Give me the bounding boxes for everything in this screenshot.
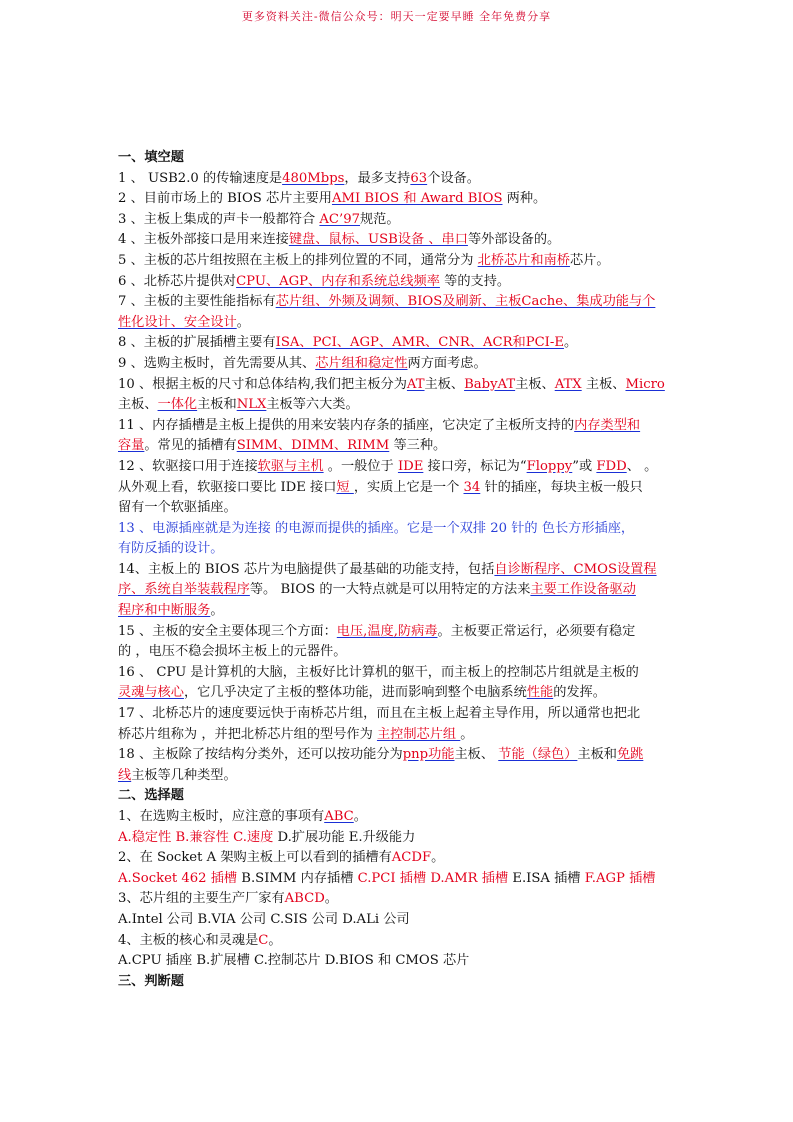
question-text: 12 、软驱接口用于连接 bbox=[118, 458, 258, 474]
text-line bbox=[118, 189, 676, 210]
question-text: 针的插座，每块主板一般只 bbox=[480, 479, 643, 495]
answer-text: C bbox=[258, 932, 269, 948]
answer-text: AMI BIOS 和 Award BIOS bbox=[331, 191, 503, 207]
text-line bbox=[118, 745, 676, 766]
answer-text: F.AGP 插槽 bbox=[584, 870, 656, 886]
question-text: ，它几乎决定了主板的整体功能，进而影响到整个电脑系统 bbox=[183, 685, 527, 701]
text-line bbox=[118, 580, 676, 601]
answer-text: 芯片组和稳定性 bbox=[315, 355, 408, 371]
question-text: 从外观上看，软驱接口要比 IDE 接口 bbox=[118, 479, 337, 495]
answer-text: A.稳定性 B.兼容性 C.速度 bbox=[118, 829, 274, 845]
answer-text: C.PCI 插槽 D.AMR 插槽 bbox=[357, 870, 509, 886]
page-header: 更多资料关注-微信公众号：明天一定要早睡 全年免费分享 bbox=[241, 10, 552, 23]
text-line bbox=[118, 395, 676, 416]
answer-text: 软驱与主机 bbox=[257, 458, 324, 474]
question-text: 芯片。 bbox=[569, 252, 610, 268]
question-text: 。主板要正常运行，必须要有稳定 bbox=[437, 623, 636, 639]
answer-text: FDD bbox=[596, 458, 627, 474]
question-text: 等三种。 bbox=[389, 438, 447, 454]
question-text: 15 、主板的安全主要体现三个方面： bbox=[118, 623, 337, 639]
text-line bbox=[118, 375, 676, 396]
text-line bbox=[118, 601, 676, 622]
text-line bbox=[118, 292, 676, 313]
answer-text: BabyAT bbox=[464, 376, 516, 392]
answer-text: 序、系统自举装载程序 bbox=[118, 582, 250, 598]
question-text: 17 、北桥芯片的速度要远快于南桥芯片组，而且在主板上起着主导作用，所以通常也把北 bbox=[118, 706, 641, 722]
question-text: 的发挥。 bbox=[553, 685, 606, 701]
answer-text: 芯片组、外频及调频、BIOS及刷新、主板Cache、集成功能与个 bbox=[275, 294, 656, 310]
text-line bbox=[118, 230, 676, 251]
question-text: 9 、选购主板时，首先需要从其、 bbox=[118, 355, 316, 371]
question-text: ，最多支持 bbox=[344, 170, 411, 186]
question-text: 3 、主板上集成的声卡一般都符合 bbox=[118, 211, 320, 227]
answer-text: A.Socket 462 插槽 bbox=[118, 870, 238, 886]
section-heading: 二、选择题 bbox=[118, 788, 184, 804]
question-text: 主板等几种类型。 bbox=[131, 767, 237, 783]
answer-text: Micro bbox=[625, 376, 665, 392]
text-line bbox=[118, 766, 676, 787]
answer-text: 电压,温度,防病毒 bbox=[336, 623, 438, 639]
question-text: 主板、 bbox=[581, 376, 626, 392]
answer-text: ATX bbox=[554, 376, 582, 392]
question-text: 。 bbox=[460, 726, 474, 742]
section-heading: 一、填空题 bbox=[118, 150, 184, 165]
question-text: 6 、北桥芯片提供对 bbox=[118, 273, 237, 289]
question-text: 主板和 bbox=[197, 397, 237, 413]
text-line bbox=[118, 910, 676, 931]
question-text: 18 、主板除了按结构分类外，还可以按功能分为 bbox=[118, 747, 403, 763]
answer-text: 内存类型和 bbox=[574, 417, 641, 433]
answer-text: SIMM、DIMM、RIMM bbox=[236, 438, 390, 454]
answer-text: pnp功能 bbox=[402, 747, 455, 763]
question-text: 主板、 bbox=[454, 747, 499, 763]
question-text: 规范。 bbox=[360, 211, 400, 227]
question-text: 3、芯片组的主要生产厂家有 bbox=[118, 891, 285, 907]
text-line bbox=[118, 519, 676, 540]
text-line bbox=[118, 725, 676, 746]
question-text: 11 、内存插槽是主板上提供的用来安装内存条的插座，它决定了主板所支持的 bbox=[118, 417, 575, 433]
answer-text: ISA、PCI、AGP、AMR、CNR、ACR和PCI-E bbox=[275, 335, 564, 351]
text-line bbox=[118, 436, 676, 457]
question-text: ”或 bbox=[572, 458, 597, 474]
answer-text: 程序和中断服务 bbox=[118, 603, 211, 619]
question-text: 5 、主板的芯片组按照在主板上的排列位置的不同，通常分为 bbox=[118, 252, 478, 268]
question-text: 。 bbox=[324, 891, 338, 907]
question-text: 等。 BIOS 的一大特点就是可以用特定的方法来 bbox=[249, 582, 531, 598]
answer-text: 性化设计、安全设计 bbox=[118, 314, 237, 330]
question-text: 、 。 bbox=[626, 458, 658, 474]
answer-text: 容量 bbox=[118, 438, 145, 454]
answer-text: NLX bbox=[236, 397, 267, 413]
question-text: B.SIMM 内存插槽 bbox=[237, 870, 358, 886]
question-text: 8 、主板的扩展插槽主要有 bbox=[118, 335, 276, 351]
text-line bbox=[118, 704, 676, 725]
question-text: 主板、 bbox=[515, 376, 555, 392]
question-text: 。 bbox=[353, 809, 367, 824]
answer-text: AC’97 bbox=[319, 211, 360, 227]
text-line bbox=[118, 478, 676, 499]
text-line bbox=[118, 622, 676, 643]
document-body bbox=[118, 148, 676, 992]
question-text: 13 、电源插座就是为连接 的电源而提供的插座。它是一个双排 20 针的 色长方形插座， bbox=[118, 520, 635, 536]
answer-text: IDE bbox=[397, 458, 424, 474]
question-text: 的 ，电压不稳会损坏主板上的元器件。 bbox=[118, 644, 347, 660]
text-line bbox=[118, 560, 676, 581]
text-line bbox=[118, 889, 676, 910]
question-text: 。 bbox=[563, 335, 578, 351]
question-text: 桥芯片组称为 ，并把北桥芯片组的型号作为 bbox=[118, 726, 377, 742]
question-text: 7 、主板的主要性能指标有 bbox=[118, 294, 276, 310]
question-text: 等的支持。 bbox=[439, 273, 511, 289]
question-text: 1 、 USB2.0 的传输速度是 bbox=[118, 170, 283, 186]
question-text: 4 、主板外部接口是用来连接 bbox=[118, 232, 289, 248]
text-line bbox=[118, 539, 676, 560]
question-text: 。常见的插槽有 bbox=[144, 438, 237, 454]
text-line bbox=[118, 354, 676, 375]
answer-text: 主控制芯片组 bbox=[376, 726, 461, 742]
question-text: 留有一个软驱插座。 bbox=[118, 500, 237, 516]
answer-text: 灵魂与核心 bbox=[118, 685, 184, 701]
section-heading: 三、判断题 bbox=[118, 973, 184, 989]
text-line bbox=[118, 951, 676, 972]
question-text: 主板和 bbox=[577, 747, 617, 763]
text-line bbox=[118, 498, 676, 519]
question-text: 主板、 bbox=[118, 397, 158, 413]
question-text: 16 、 CPU 是计算机的大脑，主板好比计算机的躯干，而主板上的控制芯片组就是主板的 bbox=[118, 664, 639, 680]
answer-text: 一体化 bbox=[157, 397, 198, 413]
question-text: 两种。 bbox=[502, 191, 547, 207]
question-text: A.Intel 公司 B.VIA 公司 C.SIS 公司 D.ALi 公司 bbox=[118, 911, 410, 927]
question-text: 2 、目前市场上的 BIOS 芯片主要用 bbox=[118, 191, 332, 207]
question-text: ，实质上它是一个 bbox=[353, 479, 464, 495]
text-line bbox=[118, 869, 676, 890]
answer-text: 免跳 bbox=[616, 747, 644, 763]
answer-text: Floppy bbox=[526, 458, 573, 474]
question-text: 两方面考虑。 bbox=[407, 355, 487, 371]
answer-text: AT bbox=[406, 376, 425, 392]
text-line bbox=[118, 169, 676, 190]
answer-text: 节能（绿色） bbox=[498, 747, 578, 763]
question-text: 接口旁，标记为“ bbox=[423, 458, 527, 474]
answer-text: 键盘、鼠标、USB设备 、串口 bbox=[288, 232, 468, 248]
text-line bbox=[118, 848, 676, 869]
question-text: 有防反插的设计。 bbox=[118, 541, 224, 557]
answer-text: 线 bbox=[118, 767, 132, 783]
answer-text: 性能 bbox=[526, 685, 554, 701]
text-line bbox=[118, 663, 676, 684]
question-text: 14、主板上的 BIOS 芯片为电脑提供了最基础的功能支持，包括 bbox=[118, 561, 495, 577]
text-line bbox=[118, 457, 676, 478]
text-line bbox=[118, 931, 676, 952]
text-line bbox=[118, 642, 676, 663]
text-line bbox=[118, 828, 676, 849]
question-text: A.CPU 插座 B.扩展槽 C.控制芯片 D.BIOS 和 CMOS 芯片 bbox=[118, 953, 470, 969]
answer-text: 34 bbox=[463, 479, 481, 495]
answer-text: 480Mbps bbox=[282, 170, 345, 186]
question-text: 4、主板的核心和灵魂是 bbox=[118, 932, 259, 948]
answer-text: ABC bbox=[324, 809, 354, 824]
answer-text: 主要工作设备驱动 bbox=[530, 582, 636, 598]
question-text: 。 bbox=[431, 850, 445, 866]
question-text: 等外部设备的。 bbox=[467, 232, 561, 248]
question-text: 。 bbox=[236, 314, 250, 330]
question-text: 10 、根据主板的尺寸和总体结构,我们把主板分为 bbox=[118, 376, 407, 392]
answer-text: 63 bbox=[410, 170, 428, 186]
text-line bbox=[118, 210, 676, 231]
text-line bbox=[118, 683, 676, 704]
answer-text: ABCD bbox=[284, 891, 325, 907]
question-text: D.扩展功能 E.升级能力 bbox=[273, 829, 416, 845]
question-text: 1、在选购主板时，应注意的事项有 bbox=[118, 809, 325, 824]
text-line bbox=[118, 272, 676, 293]
question-text: 个设备。 bbox=[427, 170, 480, 186]
answer-text: CPU、AGP、内存和系统总线频率 bbox=[236, 273, 440, 289]
text-line bbox=[118, 251, 676, 272]
text-line bbox=[118, 807, 676, 828]
answer-text: 短 bbox=[336, 479, 354, 495]
text-line bbox=[118, 333, 676, 354]
question-text: 。 bbox=[210, 603, 224, 619]
answer-text: 北桥芯片和南桥 bbox=[477, 252, 570, 268]
question-text: 2、在 Socket A 架购主板上可以看到的插槽有 bbox=[118, 850, 392, 866]
question-text: 主板等六大类。 bbox=[266, 397, 359, 413]
text-line bbox=[118, 416, 676, 437]
question-text: 主板、 bbox=[424, 376, 465, 392]
text-line bbox=[118, 313, 676, 334]
answer-text: ACDF bbox=[391, 850, 432, 866]
question-text: 。 bbox=[268, 932, 282, 948]
question-text: E.ISA 插槽 bbox=[508, 870, 585, 886]
answer-text: 自诊断程序、CMOS设置程 bbox=[494, 561, 657, 577]
question-text: 。一般位于 bbox=[323, 458, 398, 474]
